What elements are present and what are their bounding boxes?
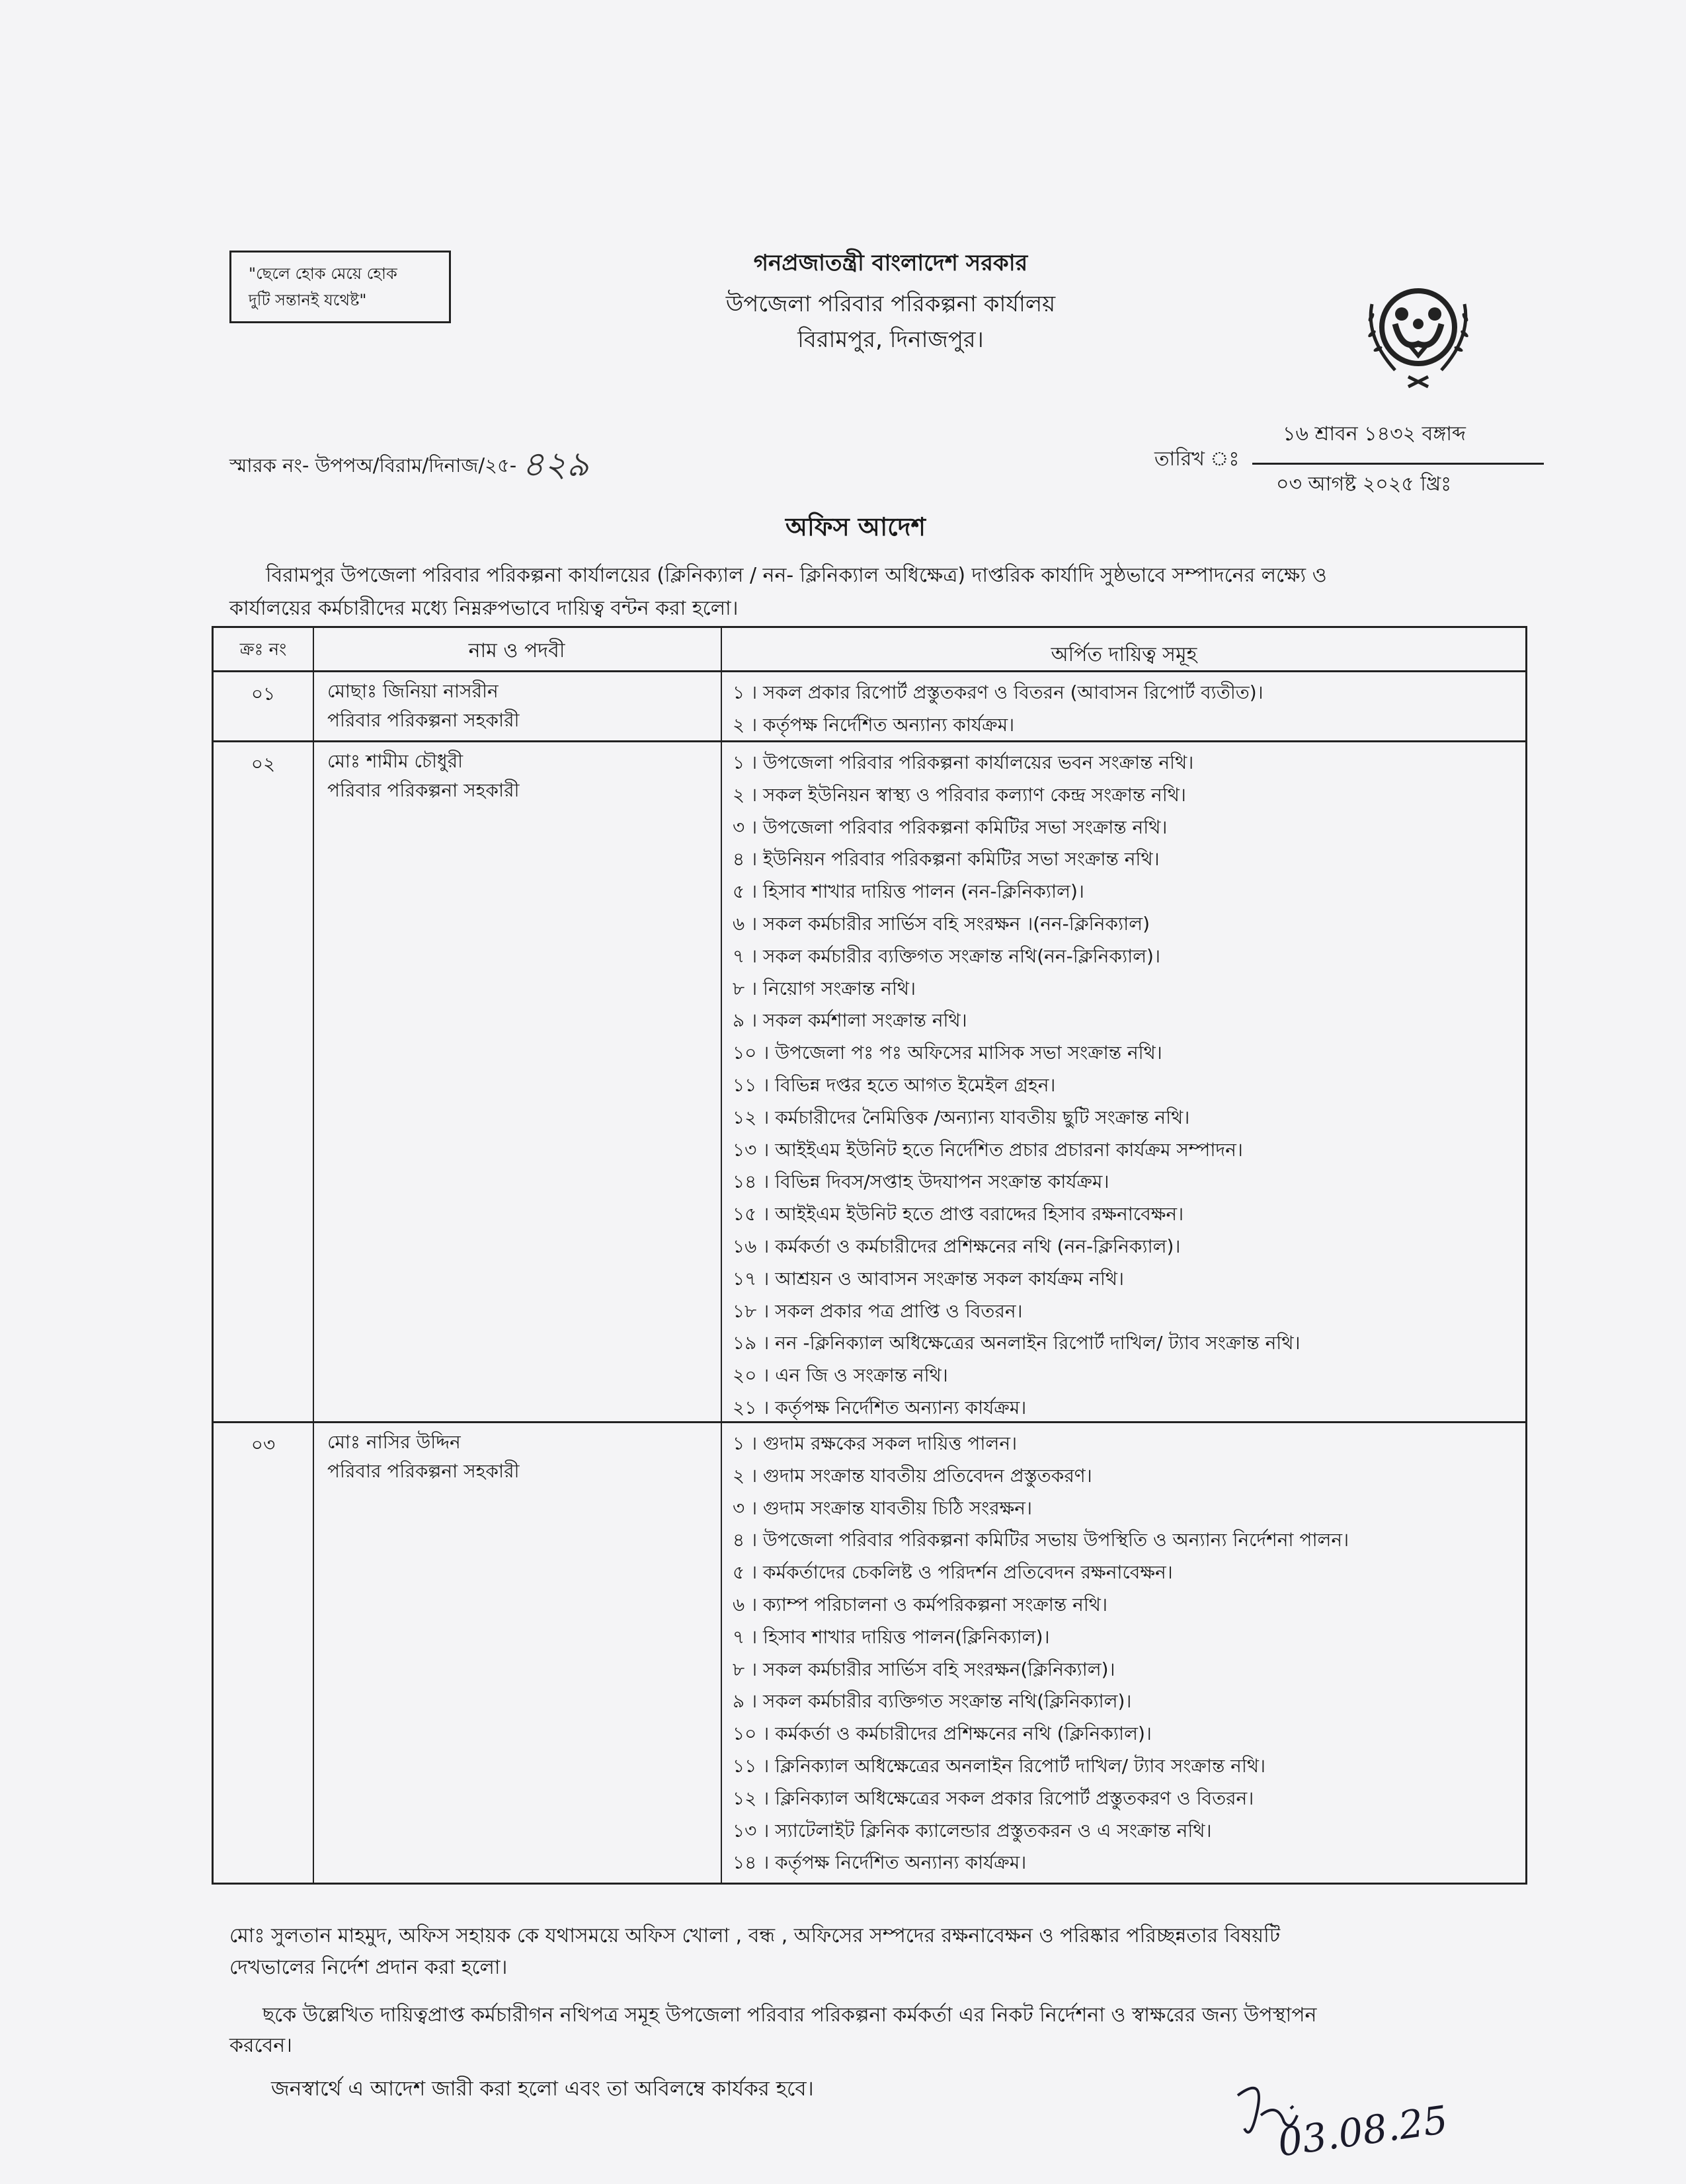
duty-item: ১০ । কর্মকর্তা ও কর্মচারীদের প্রশিক্ষনের নথি (ক্লিনিক্যাল)। xyxy=(733,1723,1152,1745)
date-divider xyxy=(1252,463,1544,465)
header-serial: ক্রঃ নং xyxy=(239,640,287,660)
duty-item: ১৩ । আইইএম ইউনিট হতে নির্দেশিত প্রচার প্রচারনা কার্যক্রম সম্পাদন। xyxy=(733,1138,1243,1161)
header-name-designation: নাম ও পদবী xyxy=(468,639,565,662)
duty-item: ২১ । কর্তৃপক্ষ নির্দেশিত অন্যান্য কার্যক্রম। xyxy=(733,1397,1027,1419)
duty-item: ৪ । ইউনিয়ন পরিবার পরিকল্পনা কমিটির সভা সংক্রান্ত নথি। xyxy=(733,848,1160,871)
memo-label: স্মারক নং- উপপঅ/বিরাম/দিনাজ/২৫- xyxy=(229,454,517,477)
footer-para-1-line-2: দেখভালের নির্দেশ প্রদান করা হলো। xyxy=(229,1956,508,1979)
signature xyxy=(1224,2069,1476,2181)
duty-item: ১৪ । বিভিন্ন দিবস/সপ্তাহ উদযাপন সংক্রান্ত কার্যক্রম। xyxy=(733,1171,1109,1193)
duty-item: ৯ । সকল কর্মশালা সংক্রান্ত নথি। xyxy=(733,1009,967,1032)
footer-para-1-line-1: মোঃ সুলতান মাহমুদ, অফিস সহায়ক কে যথাসময়ে অফিস খোলা , বন্ধ , অফিসের সম্পদের রক্ষনাবেক্ষন ও পরিষ্কার পরিচ্ছন্নতার বিষয়টি xyxy=(229,1924,1281,1947)
duty-item: ৫ । কর্মকর্তাদের চেকলিষ্ট ও পরিদর্শন প্রতিবেদন রক্ষনাবেক্ষন। xyxy=(733,1561,1173,1584)
date-gregorian: ০৩ আগষ্ট ২০২৫ খ্রিঃ xyxy=(1276,473,1452,496)
intro-line-2: কার্যালয়ের কর্মচারীদের মধ্যে নিম্নরুপভাবে দায়িত্ব বন্টন করা হলো। xyxy=(229,597,739,620)
slogan-line-1: "ছেলে হোক মেয়ে হোক xyxy=(249,264,397,283)
memo-number-handwritten: ৪২৯ xyxy=(522,445,589,485)
duty-item: ১৫ । আইইএম ইউনিট হতে প্রাপ্ত বরাদ্দের হিসাব রক্ষনাবেক্ষন। xyxy=(733,1203,1184,1226)
row-serial: ০১ xyxy=(251,683,276,705)
duty-item: ১৯ । নন -ক্লিনিক্যাল অধিক্ষেত্রের অনলাইন রিপোর্ট দাখিল/ ট্যাব সংক্রান্ত নথি। xyxy=(733,1332,1301,1354)
date-label: তারিখ ঃ xyxy=(1154,448,1240,471)
duty-item: ২ । কর্তৃপক্ষ নির্দেশিত অন্যান্য কার্যক্রম। xyxy=(733,713,1015,736)
row-name: মোঃ শামীম চৌধুরী xyxy=(327,750,463,772)
intro-line-1: বিরামপুর উপজেলা পরিবার পরিকল্পনা কার্যালয়ের (ক্লিনিক্যাল / নন- ক্লিনিক্যাল অধিক্ষেত্র) দাপ্তরিক কার্যাদি সুষ্ঠভাবে সম্পাদনের লক্ষ্যে ও xyxy=(266,564,1327,587)
document-title: অফিস আদেশ xyxy=(785,512,926,541)
duty-item: ১৬ । কর্মকর্তা ও কর্মচারীদের প্রশিক্ষনের নথি (নন-ক্লিনিক্যাল)। xyxy=(733,1235,1181,1257)
duty-item: ৮ । নিয়োগ সংক্রান্ত নথি। xyxy=(733,977,916,999)
row-name: মোঃ নাসির উদ্দিন xyxy=(327,1431,461,1453)
row-serial: ০৩ xyxy=(251,1434,276,1456)
family-planning-logo xyxy=(1355,278,1481,390)
header-location: বিরামপুর, দিনাজপুর। xyxy=(797,327,984,353)
column-divider xyxy=(313,628,314,1883)
duty-item: ৪ । উপজেলা পরিবার পরিকল্পনা কমিটির সভায় উপস্থিতি ও অন্যান্য নির্দেশনা পালন। xyxy=(733,1529,1349,1551)
duty-item: ১২ । কর্মচারীদের নৈমিত্তিক /অন্যান্য যাবতীয় ছুটি সংক্রান্ত নথি। xyxy=(733,1106,1190,1128)
duty-item: ৯ । সকল কর্মচারীর ব্যক্তিগত সংক্রান্ত নথি(ক্লিনিক্যাল)। xyxy=(733,1690,1132,1713)
row-designation: পরিবার পরিকল্পনা সহকারী xyxy=(327,1460,520,1482)
footer-para-2-line-1: ছকে উল্লেখিত দায়িত্বপ্রাপ্ত কর্মচারীগন নথিপত্র সমূহ উপজেলা পরিবার পরিকল্পনা কর্মকর্তা এর নিকট নির্দেশনা ও স্বাক্ষরের জন্য উপস্থাপন xyxy=(262,2004,1317,2027)
signature-date: 03.08.25 xyxy=(1275,2097,1451,2165)
duty-item: ৬ । সকল কর্মচারীর সার্ভিস বহি সংরক্ষন ।(নন-ক্লিনিক্যাল) xyxy=(733,913,1150,935)
duty-item: ১০ । উপজেলা পঃ পঃ অফিসের মাসিক সভা সংক্রান্ত নথি। xyxy=(733,1042,1162,1064)
duty-item: ২০ । এন জি ও সংক্রান্ত নথি। xyxy=(733,1364,948,1387)
duty-item: ৭ । হিসাব শাখার দায়িত্ত পালন(ক্লিনিক্যাল)। xyxy=(733,1625,1050,1648)
duty-item: ৬ । ক্যাম্প পরিচালনা ও কর্মপরিকল্পনা সংক্রান্ত নথি। xyxy=(733,1594,1107,1616)
duty-item: ১১ । ক্লিনিক্যাল অধিক্ষেত্রের অনলাইন রিপোর্ট দাখিল/ ট্যাব সংক্রান্ত নথি। xyxy=(733,1755,1266,1777)
date-bangla: ১৬ শ্রাবন ১৪৩২ বঙ্গাব্দ xyxy=(1283,422,1466,446)
duty-item: ১১ । বিভিন্ন দপ্তর হতে আগত ইমেইল গ্রহন। xyxy=(733,1074,1056,1096)
duty-item: ১ । উপজেলা পরিবার পরিকল্পনা কার্যালয়ের ভবন সংক্রান্ত নথি। xyxy=(733,752,1194,773)
slogan-line-2: দুটি সন্তানই যথেষ্ট" xyxy=(249,291,367,309)
duty-item: ১৮ । সকল প্রকার পত্র প্রাপ্তি ও বিতরন। xyxy=(733,1300,1023,1322)
header-office: উপজেলা পরিবার পরিকল্পনা কার্যালয় xyxy=(725,291,1056,317)
duty-item: ৩ । উপজেলা পরিবার পরিকল্পনা কমিটির সভা সংক্রান্ত নথি। xyxy=(733,816,1168,838)
duty-item: ১৭ । আশ্রয়ন ও আবাসন সংক্রান্ত সকল কার্যক্রম নথি। xyxy=(733,1267,1124,1290)
row-designation: পরিবার পরিকল্পনা সহকারী xyxy=(327,779,520,801)
row-serial: ০২ xyxy=(251,753,276,775)
duty-item: ১২ । ক্লিনিক্যাল অধিক্ষেত্রের সকল প্রকার রিপোর্ট প্রস্তুতকরণ ও বিতরন। xyxy=(733,1787,1254,1809)
row-name: মোছাঃ জিনিয়া নাসরীন xyxy=(327,680,499,702)
memo-reference xyxy=(229,438,589,495)
duty-table xyxy=(212,626,1527,1885)
duty-item: ১৪ । কর্তৃপক্ষ নির্দেশিত অন্যান্য কার্যক্রম। xyxy=(733,1852,1027,1874)
duty-item: ৭ । সকল কর্মচারীর ব্যক্তিগত সংক্রান্ত নথি(নন-ক্লিনিক্যাল)। xyxy=(733,945,1160,967)
footer-para-2-line-2: করবেন। xyxy=(229,2034,292,2057)
duty-item: ১ । গুদাম রক্ষকের সকল দায়িত্ত পালন। xyxy=(733,1432,1018,1454)
column-divider xyxy=(721,628,722,1883)
header-assigned-duties: অর্পিত দায়িত্ব সমূহ xyxy=(1051,643,1197,666)
duty-item: ১ । সকল প্রকার রিপোর্ট প্রস্তুতকরণ ও বিতরন (আবাসন রিপোর্ট ব্যতীত)। xyxy=(733,682,1264,703)
footer-para-3: জনস্বার্থে এ আদেশ জারী করা হলো এবং তা অবিলম্বে কার্যকর হবে। xyxy=(271,2077,814,2101)
row-designation: পরিবার পরিকল্পনা সহকারী xyxy=(327,709,520,731)
duty-item: ৫ । হিসাব শাখার দায়িত্ত পালন (নন-ক্লিনিক্যাল)। xyxy=(733,880,1084,903)
duty-item: ৮ । সকল কর্মচারীর সার্ভিস বহি সংরক্ষন(ক্লিনিক্যাল)। xyxy=(733,1658,1115,1680)
duty-item: ২ । সকল ইউনিয়ন স্বাস্থ্য ও পরিবার কল্যাণ কেন্দ্র সংক্রান্ত নথি। xyxy=(733,783,1186,806)
duty-item: ১৩ । স্যাটেলাইট ক্লিনিক ক্যালেন্ডার প্রস্তুতকরন ও এ সংক্রান্ত নথি। xyxy=(733,1819,1212,1842)
duty-item: ৩ । গুদাম সংক্রান্ত যাবতীয় চিঠি সংরক্ষন। xyxy=(733,1497,1033,1519)
duty-item: ২ । গুদাম সংক্রান্ত যাবতীয় প্রতিবেদন প্রস্তুতকরণ। xyxy=(733,1464,1092,1487)
header-government: গনপ্রজাতন্ত্রী বাংলাদেশ সরকার xyxy=(753,250,1028,276)
